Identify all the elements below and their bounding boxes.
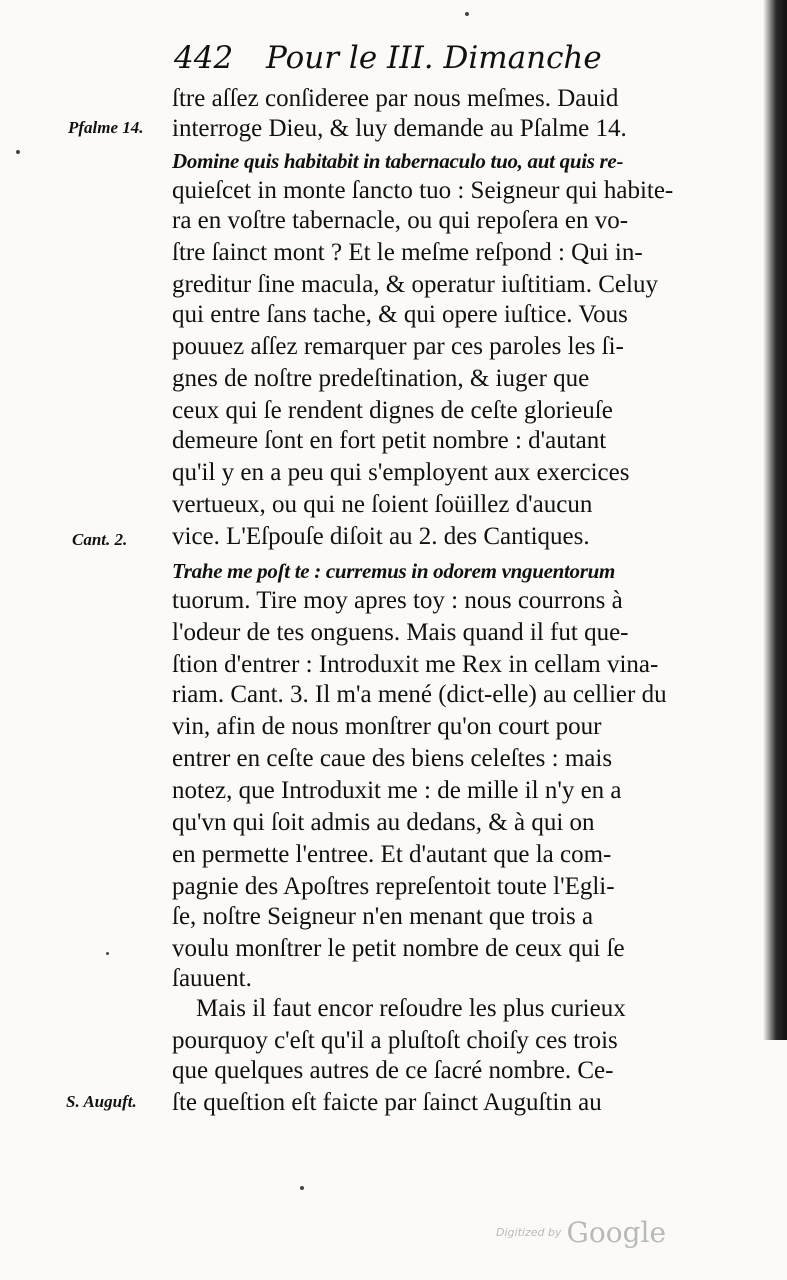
text-line: ſtre ſainct mont ? Et le meſme reſpond : Qui in- <box>172 239 643 266</box>
text-line: ra en voſtre tabernacle, ou qui repoſera en vo- <box>172 207 629 234</box>
margin-note-augustin: S. Auguft. <box>66 1092 137 1111</box>
text-line: vertueux, ou qui ne ſoient ſoüillez d'aucun <box>172 491 593 518</box>
text-line: riam. Cant. 3. Il m'a mené (dict-elle) au cellier du <box>172 681 667 708</box>
page-number: 442 <box>174 40 234 76</box>
text-line: ſtion d'entrer : Introduxit me Rex in cellam vina- <box>172 651 659 678</box>
text-line: tuorum. Tire moy apres toy : nous courrons à <box>172 587 623 614</box>
text-line: qu'il y en a peu qui s'employent aux exercices <box>172 459 630 486</box>
text-line: pouuez aſſez remarquer par ces paroles les ſi- <box>172 333 624 360</box>
text-line: interroge Dieu, & luy demande au Pſalme 14. <box>172 115 627 142</box>
text-line: ſte queſtion eſt faicte par ſainct Auguſtin au <box>172 1089 602 1116</box>
watermark-prefix: Digitized by <box>496 1226 562 1239</box>
text-line: gnes de noſtre predeſtination, & iuger que <box>172 365 590 392</box>
page-edge-shadow <box>763 0 787 1040</box>
text-line: vice. L'Eſpouſe diſoit au 2. des Cantiques. <box>172 523 590 550</box>
text-line: entrer en ceſte caue des biens celeſtes : mais <box>172 745 613 772</box>
ink-speck <box>465 12 469 16</box>
margin-note-psalm: Pfalme 14. <box>68 118 144 137</box>
text-line: demeure ſont en fort petit nombre : d'autant <box>172 427 607 454</box>
text-line: vin, afin de nous monſtrer qu'on court pour <box>172 713 602 740</box>
margin-note-cantiques: Cant. 2. <box>72 530 128 549</box>
page-header <box>174 40 602 76</box>
running-title: Pour le III. Dimanche <box>266 40 602 76</box>
text-line-latin: Trahe me poſt te : curremus in odorem vnguentorum <box>172 559 616 583</box>
text-line: que quelques autres de ce ſacré nombre. Ce- <box>172 1057 614 1084</box>
text-line: pourquoy c'eſt qu'il a pluſtoſt choiſy ces trois <box>172 1027 618 1054</box>
digitized-watermark <box>496 1216 666 1249</box>
text-line: ceux qui ſe rendent dignes de ceſte glorieuſe <box>172 397 613 424</box>
text-line-paragraph-start: Mais il faut encor reſoudre les plus curieux <box>196 995 626 1022</box>
text-line: ſe, noſtre Seigneur n'en menant que trois a <box>172 903 594 930</box>
text-line-latin: Domine quis habitabit in tabernaculo tuo, aut quis re- <box>172 149 624 173</box>
text-line: quieſcet in monte ſancto tuo : Seigneur qui habite- <box>172 177 674 204</box>
text-line: notez, que Introduxit me : de mille il n'y en a <box>172 777 622 804</box>
text-line: qui entre ſans tache, & qui opere iuſtice. Vous <box>172 301 628 328</box>
text-line: ſtre aſſez conſideree par nous meſmes. Dauid <box>172 85 619 112</box>
text-line: ſauuent. <box>172 965 252 992</box>
ink-speck <box>16 150 20 154</box>
text-line: pagnie des Apoſtres repreſentoit toute l'Egli- <box>172 873 615 900</box>
text-line: l'odeur de tes onguens. Mais quand il fut que- <box>172 619 629 646</box>
google-logo: Google <box>566 1216 667 1249</box>
text-line: en permette l'entree. Et d'autant que la com- <box>172 841 612 868</box>
text-line: greditur ſine macula, & operatur iuſtitiam. Celuy <box>172 271 658 298</box>
text-line: qu'vn qui ſoit admis au dedans, & à qui on <box>172 809 595 836</box>
text-line: voulu monſtrer le petit nombre de ceux qui ſe <box>172 935 625 962</box>
ink-speck <box>106 952 109 955</box>
ink-speck <box>300 1186 304 1190</box>
